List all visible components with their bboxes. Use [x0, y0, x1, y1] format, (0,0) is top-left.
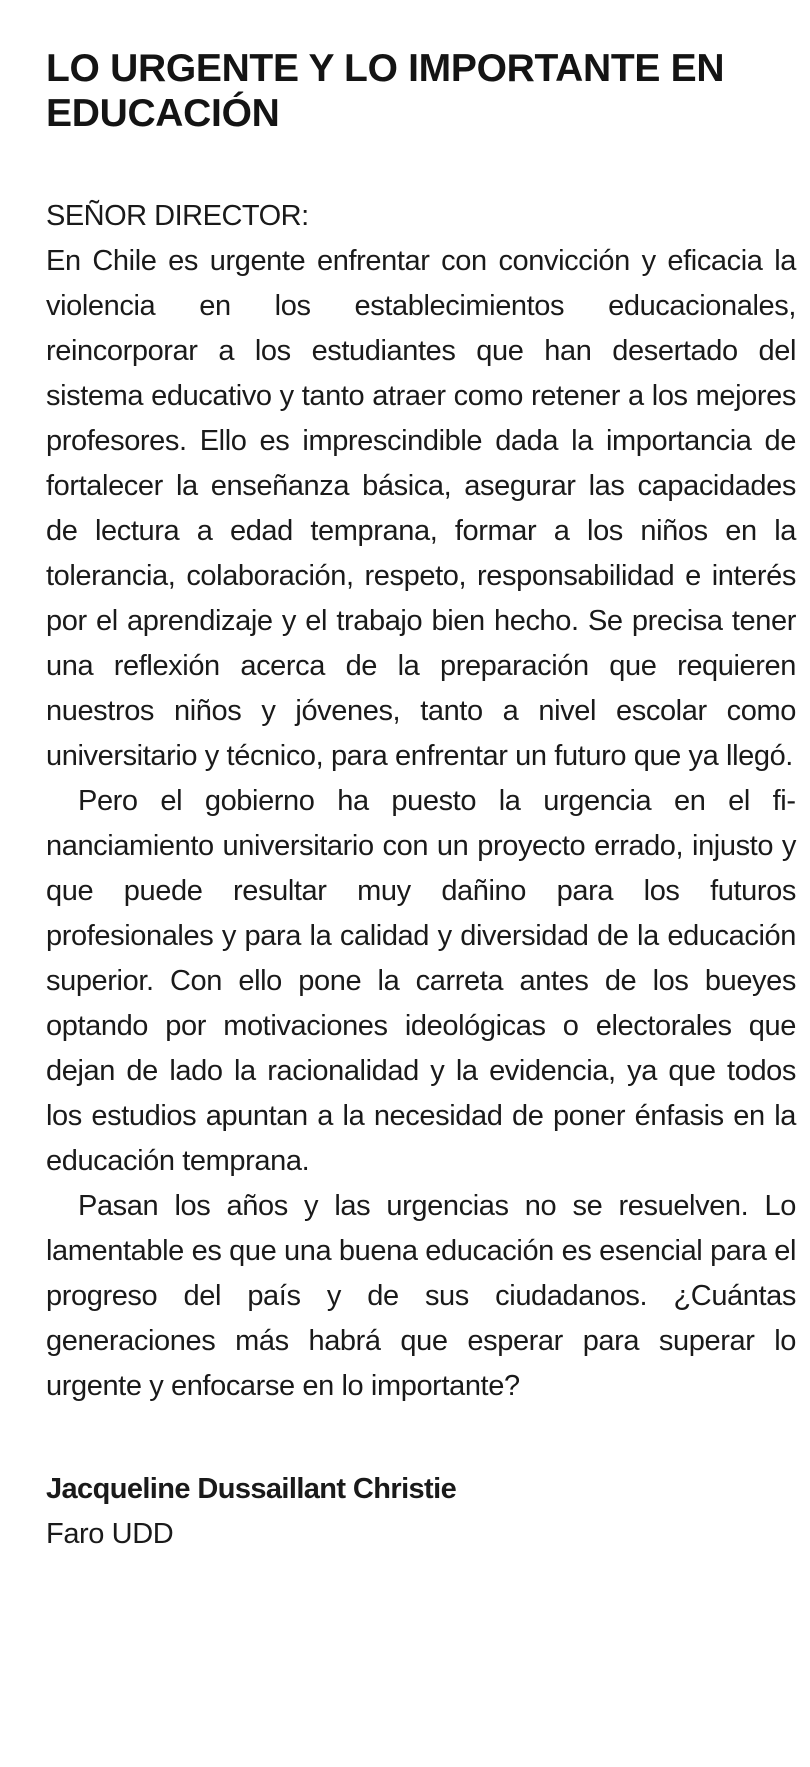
- author-name: Jacqueline Dussaillant Christie: [46, 1473, 457, 1505]
- paragraph-3: Pasan los años y las urgencias no se resuelven. Lo lamentable es que una buena educación es esencial para el progreso del país y de sus ciudadanos. ¿Cuántas generaciones más habrá que esperar para superar lo urgente y enfocarse en lo importante?: [46, 1190, 796, 1402]
- headline: LO URGENTE Y LO IMPORTANTE EN EDUCACIÓN: [46, 47, 725, 135]
- signature-block: [46, 1467, 796, 1557]
- author-affiliation: Faro UDD: [46, 1518, 174, 1550]
- salutation: SEÑOR DIRECTOR:: [46, 200, 309, 232]
- paragraph-1: En Chile es urgente enfrentar con convicción y eficacia la violencia en los establecimientos educacionales, reincorporar a los estudiantes que han desertado del sistema educativo y tanto atraer como retener a los mejores profesores. Ello es imprescindible dada la importancia de fortalecer la enseñanza básica, asegurar las capacidades de lectura a edad temprana, formar a los niños en la tolerancia, colaboración, respeto, responsabilidad e interés por el aprendizaje y el trabajo bien hecho. Se precisa tener una reflexión acerca de la preparación que requieren nuestros niños y jóvenes, tanto a nivel escolar como universitario y técnico, para enfrentar un futuro que ya llegó.: [46, 245, 796, 772]
- paragraph-2: Pero el gobierno ha puesto la urgencia en el financiamiento universitario con un proyecto errado, injusto y que puede resultar muy dañino para los futuros profesionales y para la calidad y diversidad de la educación superior. Con ello pone la carreta antes de los bueyes optando por motivaciones ideológicas o electorales que dejan de lado la racionalidad y la evidencia, ya que todos los estudios apuntan a la necesidad de poner énfasis en la educación temprana.: [46, 785, 796, 1177]
